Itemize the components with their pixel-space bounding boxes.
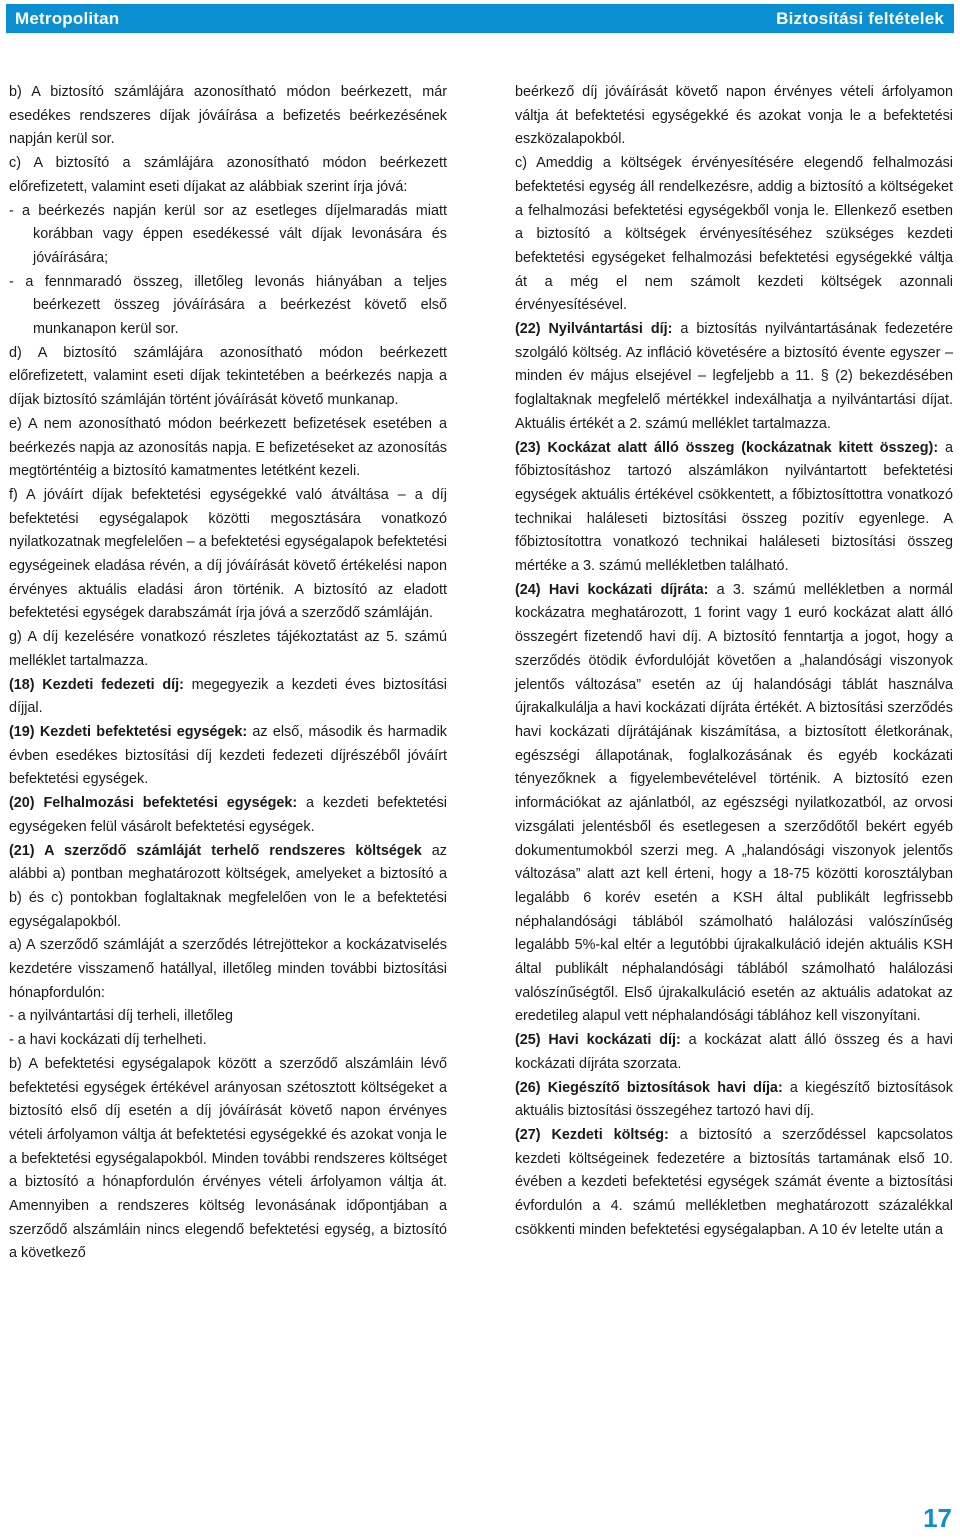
paragraph-text: az alábbi a) pontban meghatározott költségek, amelyeket a biztosító a b) és c) pontokban foglaltaknak megfelelően von le a befektetési egységalapokból. <box>9 842 447 930</box>
paragraph-text: a 3. számú mellékletben a normál kockázatra meghatározott, 1 forint vagy 1 euró kockázat alatt álló összegért fizetendő havi díj. A biztosító fenntartja a jogot, hogy a szerződés ötödik évfordulóját követően a „halandósági viszonyok jelentős változása” esetén az új halandósági táblát használva újrakalkulálja a havi kockázati díjráta értékét. A biztosítási szerződés havi kockázati díjrátájának kiszámítása, a biztosított életkorának, egészségi állapotának, foglalkozásának és egyéb kockázati tényezőknek a figyelembevételével történik. A biztosító ezen információkat az ajánlatból, az egészségi nyilatkozatból, az orvosi vizsgálati jelentésből és esetlegesen a szerződőtől bekért egyéb dokumentumokból szerzi meg. A „halandósági viszonyok jelentős változása” alatt azt kell érteni, hogy a 18-75 közötti korosztályban legalább 6 korév esetén a KSH által publikált legfrissebb néphalandósági táblából számolható halálozási valószínűség legalább 5%-kal eltér a legutóbbi újrakalkuláció idején aktuális KSH által publikált néphalandósági táblából számolható halálozási valószínűségtől. Első újrakalkuláció esetén az aktuális adatokat az eredetileg alapul vett néphalandósági táblához kell viszonyítani. <box>515 581 953 1025</box>
page-number: 17 <box>923 1503 952 1533</box>
definition-term: (20) Felhalmozási befektetési egységek: <box>9 795 298 812</box>
definition-term: (27) Kezdeti költség: <box>515 1126 669 1143</box>
paragraph-text: e) A nem azonosítható módon beérkezett befizetések esetében a beérkezés napja az azonosítás napja. E befizetéseket az azonosítás megtörténtéig a biztosító kamatmentes letétként kezeli. <box>9 415 447 480</box>
paragraph <box>9 200 447 271</box>
paragraph-text: g) A díj kezelésére vonatkozó részletes tájékoztatást az 5. számú melléklet tartalmazza. <box>9 629 447 669</box>
paragraph <box>9 721 447 792</box>
paragraph <box>9 674 447 721</box>
paragraph <box>9 1005 447 1029</box>
paragraph <box>515 81 953 152</box>
paragraph <box>9 792 447 839</box>
paragraph <box>515 318 953 437</box>
paragraph-text: d) A biztosító számlájára azonosítható módon beérkezett előrefizetett, valamint eseti díjak tekintetében a beérkezés napja a díjak biztosító számláján történt jóváírását követő munkanap. <box>9 344 447 409</box>
paragraph-text: c) Ameddig a költségek érvényesítésére elegendő felhalmozási befektetési egység áll rendelkezésre, addig a biztosító a költségeket a felhalmozási befektetési egységekből vonja le. Ellenkező esetben a biztosító a költségek érvényesítéséhez szükséges kezdeti befektetési egységeket felhalmozási befektetési egységekké váltja át a még el nem számolt kezdeti költségek azonnali érvényesítésével. <box>515 155 953 314</box>
paragraph <box>9 1053 447 1266</box>
paragraph-text: f) A jóváírt díjak befektetési egységekké való átváltása – a díj befektetési egységalapok közötti megosztására vonatkozó nyilatkozatnak megfelelően – a befektetési egységalapok befektetési egységeinek eladása révén, a díj jóváírását követő értékelési napon érvényes aktuális eladási áron történik. A biztosító az eladott befektetési egységek darabszámát írja jóvá a szerződő számláján. <box>9 486 447 622</box>
paragraph-text: - a nyilvántartási díj terheli, illetőleg <box>9 1008 233 1025</box>
definition-term: (21) A szerződő számláját terhelő rendszeres költségek <box>9 842 422 859</box>
paragraph <box>9 152 447 199</box>
paragraph <box>515 579 953 1029</box>
definition-term: (23) Kockázat alatt álló összeg (kockázatnak kitett összeg): <box>515 439 939 456</box>
paragraph <box>9 626 447 673</box>
page-header-bar <box>6 4 954 33</box>
paragraph-text: a főbiztosításhoz tartozó alszámlákon nyilvántartott befektetési egységek aktuális értékével csökkentett, a főbiztosíttottra vonatkozó technikai haláleseti biztosítási összeg pozitív egyenlege. A főbiztosítottra vonatkozó technikai haláleseti biztosítási összeg mértéke a 3. számú mellékletben található. <box>515 439 953 575</box>
paragraph <box>515 1077 953 1124</box>
paragraph-text: - a havi kockázati díj terhelheti. <box>9 1032 207 1049</box>
paragraph-text: a) A szerződő számláját a szerződés létrejöttekor a kockázatviselés kezdetére visszamenő hatállyal, illetőleg minden további biztosítási hónapfordulón: <box>9 937 447 1001</box>
paragraph-text: a kockázat alatt álló összeg és a havi kockázati díjráta szorzata. <box>515 1032 953 1072</box>
paragraph-text: megegyezik a kezdeti éves biztosítási díjjal. <box>9 676 448 717</box>
paragraph-text: beérkező díj jóváírását követő napon érvényes vételi árfolyamon váltja át befektetési egységekké és azokat vonja le a befektetési eszközalapokból. <box>515 84 953 148</box>
paragraph-text: az első, második és harmadik évben esedékes biztosítási díj kezdeti fedezeti díjrészéből jóváírt befektetési egységek. <box>9 723 447 788</box>
paragraph-text: c) A biztosító a számlájára azonosítható módon beérkezett előrefizetett, valamint eseti díjakat az alábbiak szerint írja jóvá: <box>9 155 447 195</box>
paragraph-text: b) A befektetési egységalapok között a szerződő alszámláin lévő befektetési egységek értékével arányosan szétosztott költségeket a biztosító első díj esetén a díj jóváírását követő napon érvényes vételi árfolyamon váltja át befektetési egységekké és azokat vonja le a befektetési egységalapokból. Minden további rendszeres költséget a biztosító a hónapfordulón érvényes vételi árfolyamon váltja át. Amennyiben a rendszeres költség levonásának időpontjában a szerződő alszámláin nincs elegendő befektetési egység, a biztosító a következő <box>9 1055 447 1262</box>
paragraph-text: a kezdeti befektetési egységeken felül vásárolt befektetési egységek. <box>9 795 447 835</box>
definition-term: (26) Kiegészítő biztosítások havi díja: <box>515 1079 783 1096</box>
brand-name: Metropolitan <box>15 9 120 28</box>
paragraph <box>9 934 447 1005</box>
paragraph-text: - a fennmaradó összeg, illetőleg levonás hiányában a teljes beérkezett összeg jóváírására a beérkezést követő első munkanapon kerül sor. <box>9 273 447 338</box>
right-column <box>515 81 953 1242</box>
paragraph <box>515 437 953 579</box>
definition-term: (22) Nyilvántartási díj: <box>515 321 673 338</box>
paragraph <box>9 342 447 413</box>
definition-term: (24) Havi kockázati díjráta: <box>515 581 709 598</box>
paragraph-text: a biztosítás nyilvántartásának fedezetére szolgáló költség. Az infláció követésére a biztosító évente egyszer – minden év május elsejével – legfeljebb a 11. § (2) bekezdésében foglaltaknak megfelelő mértékkel indexálhatja a nyilvántartási díjat. Aktuális értékét a 2. számú melléklet tartalmazza. <box>515 321 953 432</box>
document-type: Biztosítási feltételek <box>776 9 944 28</box>
paragraph <box>9 484 447 626</box>
paragraph <box>9 413 447 484</box>
paragraph <box>515 1029 953 1076</box>
paragraph <box>9 1029 447 1053</box>
definition-term: (19) Kezdeti befektetési egységek: <box>9 723 248 740</box>
paragraph-text: b) A biztosító számlájára azonosítható módon beérkezett, már esedékes rendszeres díjak jóváírása a befizetés beérkezésének napján kerül sor. <box>9 84 447 148</box>
definition-term: (18) Kezdeti fedezeti díj: <box>9 676 184 693</box>
definition-term: (25) Havi kockázati díj: <box>515 1032 681 1049</box>
paragraph <box>515 152 953 318</box>
paragraph <box>9 81 447 152</box>
paragraph-text: - a beérkezés napján kerül sor az esetleges díjelmaradás miatt korábban vagy éppen esedékessé vált díjak levonására és jóváírására; <box>9 202 447 266</box>
paragraph <box>9 840 447 935</box>
paragraph <box>9 271 447 342</box>
left-column <box>9 81 447 1266</box>
paragraph-text: a kiegészítő biztosítások aktuális biztosítási összegéhez tartozó havi díj. <box>515 1079 953 1120</box>
paragraph-text: a biztosító a szerződéssel kapcsolatos kezdeti költségeinek fedezetére a biztosítás tartamának első 10. évében a kezdeti befektetési egységek számát évente a biztosítási évfordulón a 4. számú mellékletben meghatározott százalékkal csökkenti minden befektetési egységalapban. A 10 év letelte után a <box>515 1126 953 1238</box>
paragraph <box>515 1124 953 1243</box>
